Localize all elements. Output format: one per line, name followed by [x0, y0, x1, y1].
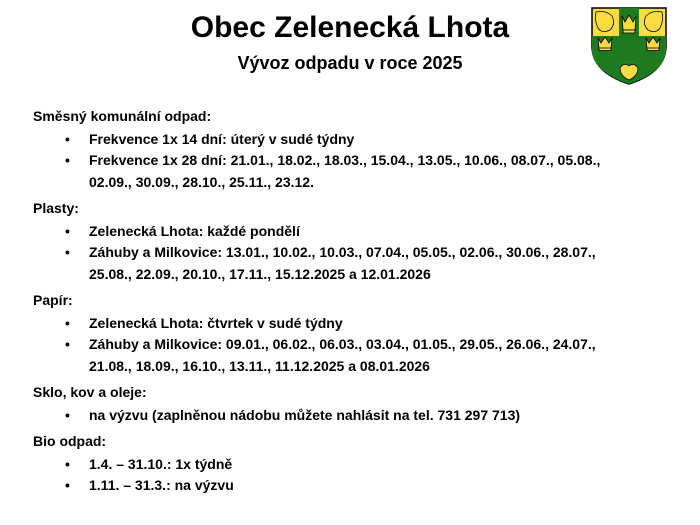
- schedule-item: [33, 313, 683, 335]
- schedule-item: [33, 129, 683, 151]
- page-title: Obec Zelenecká Lhota: [190, 11, 510, 44]
- schedule-list: [33, 454, 683, 497]
- schedule-section: [33, 106, 683, 193]
- municipal-coat-of-arms: [590, 6, 668, 86]
- schedule-item-line: • na výzvu (zaplněnou nádobu můžete nahlásit na tel. 731 297 713): [89, 406, 521, 423]
- schedule-item-line: • Zelenecká Lhota: čtvrtek v sudé týdny: [89, 314, 343, 331]
- schedule-item: [33, 405, 683, 427]
- section-title: Sklo, kov a oleje:: [33, 384, 147, 400]
- schedule-list: [33, 313, 683, 378]
- schedule-item: [33, 454, 683, 476]
- page-subtitle: Vývoz odpadu v roce 2025: [237, 53, 463, 73]
- schedule-item: [33, 334, 683, 377]
- schedule-item-line: 21.08., 18.09., 16.10., 13.11., 11.12.2025 a 08.01.2026: [89, 357, 430, 374]
- schedule-item-line: • Zelenecká Lhota: každé pondělí: [89, 222, 300, 239]
- schedule-section: [33, 290, 683, 377]
- schedule-item-line: • 1.4. – 31.10.: 1x týdně: [89, 455, 233, 472]
- schedule-list: [33, 221, 683, 286]
- schedule-item: [33, 221, 683, 243]
- schedule-item-line: 25.08., 22.09., 20.10., 17.11., 15.12.2025 a 12.01.2026: [89, 265, 431, 282]
- schedule-item-line: • Záhuby a Milkovice: 13.01., 10.02., 10.03., 07.04., 05.05., 02.06., 30.06., 28.07.,: [89, 244, 596, 260]
- section-title: Bio odpad:: [33, 433, 107, 449]
- schedule-list: [33, 129, 683, 194]
- schedule-section: [33, 382, 683, 426]
- schedule-item: [33, 150, 683, 193]
- schedule-section: [33, 431, 683, 497]
- schedule-item: [33, 242, 683, 285]
- schedule-item: [33, 475, 683, 497]
- schedule-item-line: • Záhuby a Milkovice: 09.01., 06.02., 06.03., 03.04., 01.05., 29.05., 26.06., 24.07.,: [89, 336, 596, 352]
- section-title: Plasty:: [33, 200, 79, 216]
- section-title: Papír:: [33, 292, 73, 308]
- section-title: Směsný komunální odpad:: [33, 108, 212, 124]
- schedule-item-line: 02.09., 30.09., 28.10., 25.11., 23.12.: [89, 173, 314, 190]
- schedule-list: [33, 405, 683, 427]
- schedule-item-line: • Frekvence 1x 14 dní: úterý v sudé týdny: [89, 130, 355, 147]
- schedule-item-line: • 1.11. – 31.3.: na výzvu: [89, 477, 234, 493]
- waste-schedule: [33, 106, 683, 502]
- schedule-item-line: • Frekvence 1x 28 dní: 21.01., 18.02., 18.03., 15.04., 13.05., 10.06., 08.07., 05.08.,: [89, 152, 601, 168]
- schedule-section: [33, 198, 683, 285]
